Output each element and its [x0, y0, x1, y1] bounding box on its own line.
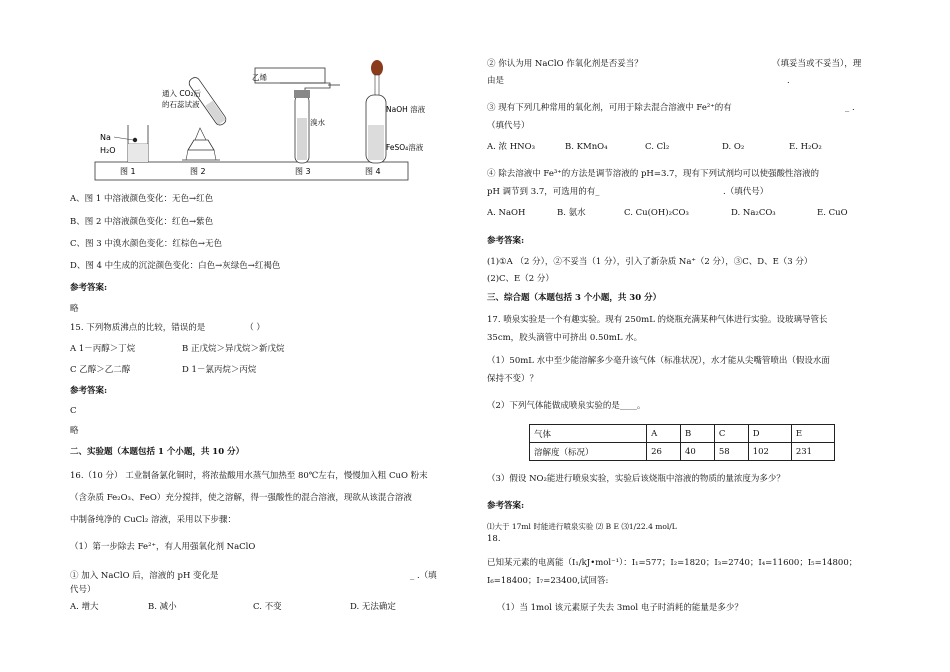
- q15-stem: 15. 下列物质沸点的比较，错误的是 （ ）: [70, 323, 265, 333]
- q16-sub4-line2: pH 调节到 3.7，可选用的有_: [487, 187, 600, 197]
- table-cell: 40: [680, 443, 714, 461]
- q14-option-b: B、图 2 中溶液颜色变化：红色→紫色: [70, 217, 214, 227]
- na-label: Na: [100, 133, 111, 142]
- q16-line2: （含杂质 Fe₂O₃、FeO）充分搅拌，使之溶解，得一强酸性的混合溶液，现欲从该混合溶液: [70, 493, 412, 503]
- q16-sub3-option-e: E. H₂O₂: [789, 142, 822, 152]
- table-cell: 231: [791, 443, 834, 461]
- answer-text: 略: [70, 426, 79, 436]
- q15-option-a: A 1－丙醇＞丁烷: [70, 344, 136, 354]
- q14-option-d: D、图 4 中生成的沉淀颜色变化：白色→灰绿色→红褐色: [70, 261, 281, 271]
- answer-label: 参考答案:: [487, 501, 525, 511]
- solubility-table: [529, 424, 835, 461]
- section-heading: 三、综合题（本题包括 3 个小题，共 30 分）: [487, 293, 662, 303]
- q16-sub4-option-d: D. Na₂CO₃: [731, 208, 776, 218]
- beaker-figure-1: [128, 125, 148, 162]
- q17-sub1-line2: 保持不变）？: [487, 374, 539, 384]
- naoh-label: NaOH 溶液: [386, 105, 426, 114]
- table-row: [530, 443, 835, 461]
- q16-sub3-option-a: A. 浓 HNO₃: [487, 142, 535, 152]
- q16-sub3-option-d: D. O₂: [722, 142, 745, 152]
- q18-sub1: （1）当 1mol 该元素原子失去 3mol 电子时消耗的能量是多少？: [497, 603, 743, 613]
- table-header-cell: D: [748, 425, 791, 443]
- h2o-label: H₂O: [100, 146, 116, 155]
- table-header-cell: B: [680, 425, 714, 443]
- figure-caption-3: 图 3: [295, 167, 311, 176]
- answer-text: 略: [70, 304, 79, 314]
- q16-sub4-line1: ④ 除去溶液中 Fe³⁺的方法是调节溶液的 pH=3.7，现有下列试剂均可以使强酸性溶液的: [487, 169, 819, 179]
- table-header-cell: E: [791, 425, 834, 443]
- q16-sub4-option-a: A. NaOH: [487, 208, 526, 218]
- q16-line1: 16.（10 分） 工业制备氯化铜时，将浓盐酸用水蒸气加热至 80℃左右，慢慢加入粗 CuO 粉末: [70, 471, 428, 481]
- answer-label: 参考答案:: [70, 386, 108, 396]
- q16-sub3-option-b: B. KMnO₄: [565, 142, 608, 152]
- q18-line1: 已知某元素的电离能（I₁/kJ•mol⁻¹）：I₁=577；I₂=1820；I₃=2740；I₄=11600；I₅=14800；: [487, 558, 858, 568]
- table-header-cell: 气体: [530, 425, 647, 443]
- q16-option-a: A. 增大: [70, 602, 99, 612]
- q16-line3: 中制备纯净的 CuCl₂ 溶液，采用以下步骤：: [70, 515, 237, 525]
- q18-number: 18.: [487, 534, 501, 544]
- experiment-figure: [70, 0, 426, 180]
- q17-line2: 35cm，胶头滴管中可挤出 0.50mL 水。: [487, 333, 643, 343]
- answer-label: 参考答案:: [487, 236, 525, 246]
- q16-sub4-option-b: B. 氨水: [557, 208, 586, 218]
- q17-sub1-line1: （1）50mL 水中至少能溶解多少毫升该气体（标准状况），水才能从尖嘴管喷出（假设水面: [487, 356, 830, 366]
- q16-sub3-tail: _ .: [845, 103, 855, 113]
- q16-sub3-option-c: C. Cl₂: [645, 142, 670, 152]
- q16-sub3-note: （填代号）: [487, 121, 530, 131]
- section-heading: 二、实验题（本题包括 1 个小题，共 10 分）: [70, 447, 245, 457]
- q16-step1-sub1-tail: _ .（填: [410, 571, 437, 581]
- bromine-water-label: 溴水: [310, 118, 325, 127]
- q16-sub2-tail: （填妥当或不妥当），理: [772, 59, 862, 69]
- table-header-cell: A: [647, 425, 681, 443]
- ethylene-label: 乙烯: [252, 73, 267, 82]
- answer-text: (1)①A （2 分），②不妥当（1 分），引入了新杂质 Na⁺（2 分），③C、D、E（3 分）: [487, 257, 813, 267]
- figure-caption-1: 图 1: [120, 167, 136, 176]
- test-tube-figure-3: [255, 68, 340, 163]
- feso4-label: FeSO₄溶液: [386, 143, 424, 152]
- table-row: [530, 425, 835, 443]
- q16-step1-sub1: ① 加入 NaClO 后，溶液的 pH 变化是: [70, 571, 219, 581]
- table-cell: 26: [647, 443, 681, 461]
- q16-step1: （1）第一步除去 Fe²⁺，有人用强氧化剂 NaClO: [70, 542, 256, 552]
- q16-sub2-reason-tail: .: [787, 76, 790, 86]
- q16-sub3: ③ 现有下列几种常用的氧化剂，可用于除去混合溶液中 Fe²⁺的有: [487, 103, 732, 113]
- q16-sub2: ② 你认为用 NaClO 作氧化剂是否妥当？: [487, 59, 643, 69]
- table-header-cell: C: [714, 425, 748, 443]
- q14-option-a: A、图 1 中溶液颜色变化：无色→红色: [70, 194, 214, 204]
- q14-option-c: C、图 3 中溴水颜色变化：红棕色→无色: [70, 239, 222, 249]
- q16-option-b: B. 减小: [148, 602, 177, 612]
- q15-option-c: C 乙醇＞乙二醇: [70, 365, 131, 375]
- table-cell: 溶解度（标况）: [530, 443, 647, 461]
- q16-sub2-reason: 由是: [487, 76, 505, 86]
- q18-line2: I₆=18400；I₇=23400,试回答:: [487, 576, 609, 586]
- q16-sub4-line2-tail: .（填代号）: [723, 187, 769, 197]
- q17-sub2: （2）下列气体能做成喷泉实验的是____。: [487, 401, 646, 411]
- answer-text: ⑴大于 17ml 时能进行喷泉实验 ⑵ B E ⑶1/22.4 mol/L: [487, 522, 677, 531]
- table-cell: 58: [714, 443, 748, 461]
- table-cell: 102: [748, 443, 791, 461]
- q16-step1-sub1-line2: 代号）: [70, 585, 96, 595]
- q15-option-b: B 正戊烷＞异戊烷＞新戊烷: [182, 344, 285, 354]
- q16-option-d: D. 无法确定: [350, 602, 396, 612]
- q17-sub3: （3）假设 NO₂能进行喷泉实验，实验后该烧瓶中溶液的物质的量浓度为多少？: [487, 474, 785, 484]
- figure-caption-4: 图 4: [365, 167, 381, 176]
- answer-label: 参考答案:: [70, 283, 108, 293]
- test-tube-figure-4: [366, 60, 386, 163]
- co2-label-line1: 通入 CO₂后: [162, 89, 202, 98]
- q15-option-d: D 1－氯丙烷＞丙烷: [182, 365, 257, 375]
- q16-sub4-option-e: E. CuO: [817, 208, 848, 218]
- q16-option-c: C. 不变: [253, 602, 282, 612]
- co2-label-line2: 的石蕊试液: [162, 100, 200, 109]
- q16-sub4-option-c: C. Cu(OH)₂CO₃: [624, 208, 689, 218]
- figure-caption-2: 图 2: [190, 167, 206, 176]
- answer-text: (2)C、E（2 分）: [487, 274, 554, 284]
- answer-text: C: [70, 406, 77, 416]
- q17-line1: 17. 喷泉实验是一个有趣实验。现有 250mL 的烧瓶充满某种气体进行实验。设玻璃导管长: [487, 315, 828, 325]
